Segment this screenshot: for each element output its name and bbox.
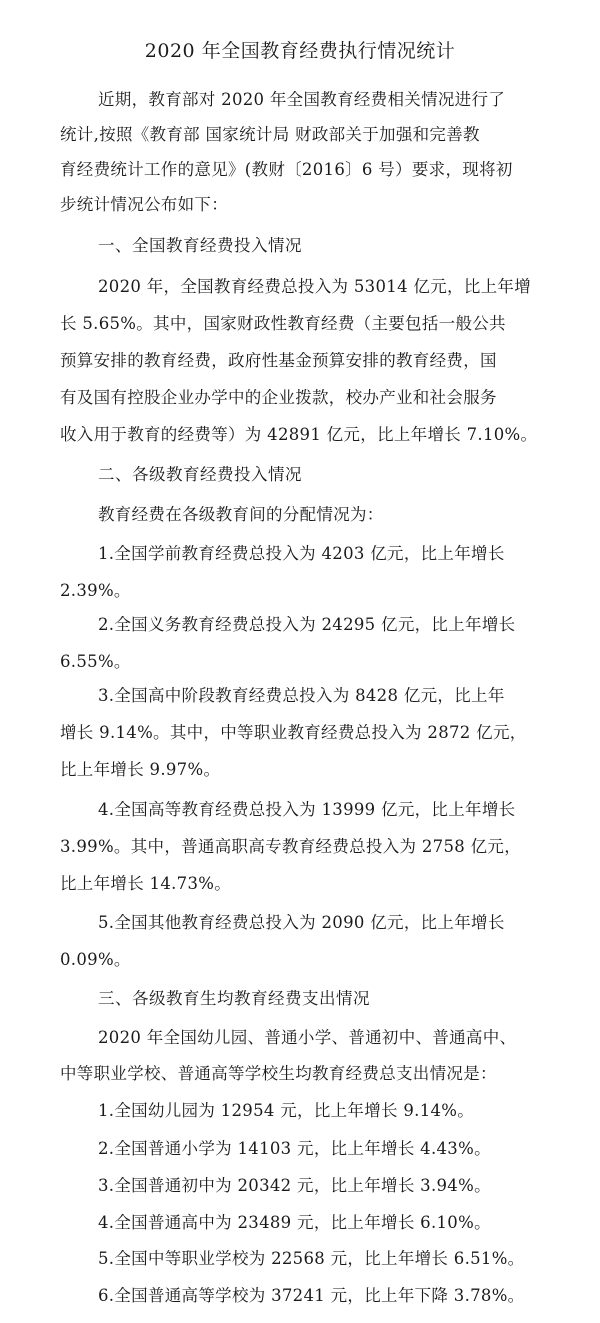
section2-item-4: 4.全国高等教育经费总投入为 13999 亿元，比上年增长 — [98, 800, 516, 819]
section2-item-4-cont-1: 3.99%。其中，普通高职高专教育经费总投入为 2758 亿元， — [60, 837, 521, 856]
section2-item-4-cont-2: 比上年增长 14.73%。 — [60, 874, 232, 893]
section1-line-1: 2020 年，全国教育经费总投入为 53014 亿元，比上年增 — [98, 277, 532, 296]
section3-item-5: 5.全国中等职业学校为 22568 元，比上年增长 6.51%。 — [98, 1249, 525, 1268]
section-heading-2: 二、各级教育经费投入情况 — [98, 465, 302, 484]
section2-item-5: 5.全国其他教育经费总投入为 2090 亿元，比上年增长 — [98, 913, 505, 932]
section1-line-3: 预算安排的教育经费，政府性基金预算安排的教育经费，国 — [60, 351, 497, 370]
section2-item-3: 3.全国高中阶段教育经费总投入为 8428 亿元，比上年 — [98, 686, 505, 705]
section2-intro: 教育经费在各级教育间的分配情况为： — [98, 505, 384, 524]
section2-item-1: 1.全国学前教育经费总投入为 4203 亿元，比上年增长 — [98, 544, 505, 563]
intro-line-2: 统计,按照《教育部 国家统计局 财政部关于加强和完善教 — [60, 125, 480, 144]
section3-item-4: 4.全国普通高中为 23489 元，比上年增长 6.10%。 — [98, 1213, 491, 1232]
intro-line-3: 育经费统计工作的意见》(教财〔2016〕6 号）要求，现将初 — [60, 160, 513, 179]
section-heading-1: 一、全国教育经费投入情况 — [98, 236, 302, 255]
section2-item-1-cont: 2.39%。 — [60, 581, 131, 600]
document-title: 2020 年全国教育经费执行情况统计 — [144, 40, 456, 62]
section2-item-3-cont-2: 比上年增长 9.97%。 — [60, 760, 221, 779]
intro-line-4: 步统计情况公布如下： — [60, 195, 228, 214]
section3-item-6: 6.全国普通高等学校为 37241 元，比上年下降 3.78%。 — [98, 1286, 525, 1305]
section2-item-5-cont: 0.09%。 — [60, 950, 131, 969]
section1-line-4: 有及国有控股企业办学中的企业拨款，校办产业和社会服务 — [60, 388, 497, 407]
section3-item-3: 3.全国普通初中为 20342 元，比上年增长 3.94%。 — [98, 1176, 491, 1195]
section3-item-1: 1.全国幼儿园为 12954 元，比上年增长 9.14%。 — [98, 1101, 475, 1120]
section3-item-2: 2.全国普通小学为 14103 元，比上年增长 4.43%。 — [98, 1139, 491, 1158]
intro-line-1: 近期，教育部对 2020 年全国教育经费相关情况进行了 — [98, 90, 506, 109]
section2-item-2-cont: 6.55%。 — [60, 652, 131, 671]
section-heading-3: 三、各级教育生均教育经费支出情况 — [98, 989, 370, 1008]
section2-item-2: 2.全国义务教育经费总投入为 24295 亿元，比上年增长 — [98, 615, 516, 634]
section3-intro-2: 中等职业学校、普通高等学校生均教育经费总支出情况是： — [60, 1064, 497, 1083]
section1-line-2: 长 5.65%。其中，国家财政性教育经费（主要包括一般公共 — [60, 314, 506, 333]
section3-intro-1: 2020 年全国幼儿园、普通小学、普通初中、普通高中、 — [98, 1028, 517, 1047]
section1-line-5: 收入用于教育的经费等）为 42891 亿元，比上年增长 7.10%。 — [60, 425, 538, 444]
section2-item-3-cont-1: 增长 9.14%。其中，中等职业教育经费总投入为 2872 亿元， — [60, 723, 527, 742]
